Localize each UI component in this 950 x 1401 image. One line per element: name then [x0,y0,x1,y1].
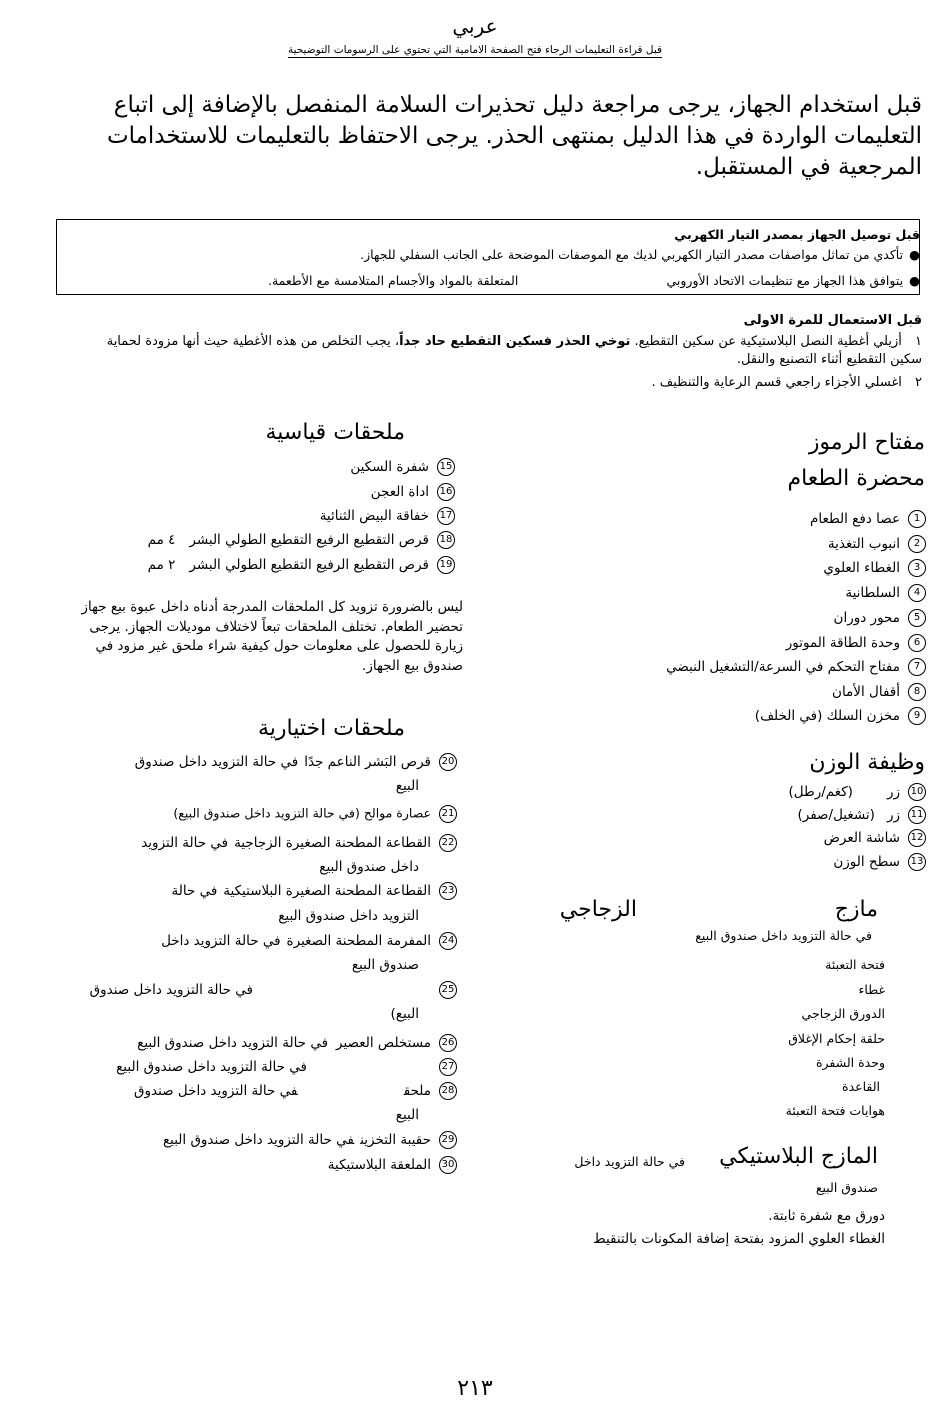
standard-item-label: شفرة السكين [350,459,429,475]
optional-item-label: حقيبة التخزين [360,1132,431,1148]
plastic-blender-title: المازج البلاستيكي [719,1144,878,1169]
glass-item: وحدة الشفرة [815,1055,885,1070]
optional-item-line-2: التزويد داخل صندوق البيع [278,908,419,924]
optional-item [90,981,457,999]
glass-item: القاعدة [842,1079,880,1094]
key-item [786,634,926,652]
optional-item [134,1082,457,1100]
optional-item-extra: في حالة [171,883,218,899]
number-circle-icon: 18 [437,531,455,549]
optional-item-extra: في حالة التزويد داخل صندوق البيع [137,1035,329,1051]
bullet-icon: ● [909,247,920,262]
optional-item-extra: في حالة التزويد داخل صندوق [134,754,299,770]
plastic-item: الغطاء العلوي المزود بفتحة إضافة المكونات بالتنقيط [593,1231,885,1247]
processor-title: محضرة الطعام [787,466,925,491]
standard-item [320,507,455,525]
power-box-title: قبل توصيل الجهاز بمصدر التيار الكهربي [674,227,920,242]
key-item-label: الغطاء العلوي [823,560,900,576]
number-circle-icon: 29 [439,1131,457,1149]
glass-item: حلقة إحكام الإغلاق [788,1031,885,1046]
optional-item-label: القطاعة المطحنة الصغيرة الزجاجية [234,835,431,851]
step-number: ٢ [915,375,922,390]
number-circle-icon: 30 [439,1156,457,1174]
key-item [810,510,926,528]
optional-item-label: عصارة موالح (في حالة التزويد داخل صندوق البيع) [173,805,431,821]
key-item-label: عصا دفع الطعام [809,511,900,527]
power-box-bullet-2 [667,273,921,288]
standard-item [371,483,455,501]
glass-blender-note: في حالة التزويد داخل صندوق البيع [695,928,872,943]
power-box-bullet-1 [360,247,920,262]
number-circle-icon: 12 [908,829,926,847]
number-circle-icon: 4 [908,584,926,602]
key-item-label: مفتاح التحكم في السرعة/التشغيل النبضي [666,659,900,675]
plastic-blender-note: في حالة التزويد داخل [574,1154,685,1169]
weigh-item-label: زر [886,807,900,823]
number-circle-icon: 13 [908,853,926,871]
weigh-item-label: شاشة العرض [823,830,900,846]
step-1-text-a: أزيلي أغطية النصل البلاستيكية عن سكين التقطيع. [634,334,902,349]
key-title: مفتاح الرموز [808,430,925,455]
optional-item [171,882,457,900]
key-item-label: انبوب التغذية [827,536,900,552]
number-circle-icon: 21 [439,805,457,823]
optional-item [161,932,457,950]
optional-accessories-title: ملحقات اختيارية [257,716,405,741]
number-circle-icon: 17 [437,507,455,525]
first-use-step-2 [82,374,922,392]
glass-item: غطاء [858,982,885,997]
optional-item-extra: في حالة التزويد داخل صندوق [133,1083,298,1099]
optional-item-label: قرص البَشر الناعم جدًا [304,754,431,770]
number-circle-icon: 8 [908,683,926,701]
page-number: ٢١٣ [457,1376,493,1401]
weigh-item [788,783,926,801]
key-item-label: مخزن السلك (في الخلف) [754,708,900,724]
weigh-title: وظيفة الوزن [809,750,925,775]
number-circle-icon: 20 [439,753,457,771]
standard-item [148,531,455,549]
key-item [845,584,926,602]
optional-item-line-2: البيع [395,778,419,794]
header-subtitle [0,44,950,56]
number-circle-icon: 15 [437,458,455,476]
optional-item-line-2: البيع) [390,1006,419,1022]
optional-item-extra: في حالة التزويد داخل [161,933,281,949]
number-circle-icon: 5 [908,609,926,627]
optional-item-label: الملعقة البلاستيكية [327,1157,431,1173]
number-circle-icon: 11 [908,806,926,824]
optional-item-label: ملحق [403,1083,431,1099]
bullet-icon: ● [909,273,920,288]
weigh-item [824,829,926,847]
optional-item [141,834,457,852]
optional-item-extra: في حالة التزويد [141,835,229,851]
number-circle-icon: 19 [437,556,455,574]
power-box-bullet-2-suffix: المتعلقة بالمواد والأجسام المتلامسة مع الأطعمة. [268,273,519,288]
number-circle-icon: 10 [908,783,926,801]
step-2-text: اغسلي الأجزاء راجعي قسم الرعاية والتنظيف . [651,375,902,390]
key-item-label: السلطانية [845,585,900,601]
step-1-text-c: ، يجب التخلص من هذه الأغطية حيث أنها مزودة لحماية سكين التقطيع أثناء التصنيع والنقل. [106,334,922,367]
optional-item-extra: في حالة التزويد داخل صندوق البيع [162,1132,355,1148]
standard-item [148,556,455,574]
key-item [828,535,926,553]
optional-item [116,1058,457,1076]
optional-item [137,1034,457,1052]
standard-item-label: اداة العجن [370,484,429,500]
weigh-item [798,806,926,824]
number-circle-icon: 23 [439,882,457,900]
glass-blender-title-a: مازج [834,897,878,922]
standard-item-label: قرص التقطيع الرفيع التقطيع الطولي البشر [189,532,429,548]
first-use-title: قبل الاستعمال للمرة الاولى [743,313,922,328]
key-item [834,609,926,627]
standard-item [350,458,455,476]
optional-item [135,753,457,771]
key-item-label: وحدة الطاقة الموتور [785,635,900,651]
power-box-bullet-2-text: يتوافق هذا الجهاز مع تنظيمات الاتحاد الأوروبي [666,273,904,288]
plastic-item: دورق مع شفرة ثابتة. [768,1208,885,1224]
number-circle-icon: 28 [439,1082,457,1100]
number-circle-icon: 1 [908,510,926,528]
key-item [755,707,926,725]
key-item [666,658,926,676]
glass-item: الدورق الزجاجي [801,1006,885,1021]
accessories-note: ليس بالضرورة تزويد كل الملحقات المدرجة أدناه داخل عبوة بيع جهاز تحضير الطعام. تختلف الملحقات تبعاً لاختلاف موديلات الجهاز. يرجى زيارة للحصول على معلومات حول كيفية شراء ملحق غير مزود في صندوق بيع الجهاز. [81,599,463,674]
standard-item-label: خفاقة البيض الثنائية [319,508,429,524]
power-box-bullet-1-text: تأكدي من تماثل مواصفات مصدر التيار الكهربي لديك مع الموصفات الموضحة على الجانب السفلي للجهاز. [360,247,904,262]
number-circle-icon: 26 [439,1034,457,1052]
first-use-step-1 [82,333,922,369]
key-item [832,683,926,701]
number-circle-icon: 25 [439,981,457,999]
glass-item: هوايات فتحة التعبئة [785,1103,885,1118]
step-1-warning: توخي الحذر فسكين التقطيع حاد جداً [399,334,631,349]
optional-item-line-2: داخل صندوق البيع [319,859,419,875]
header-subtitle-text: قبل قراءة التعليمات الرجاء فتح الصفحة الامامية التي تحتوي على الرسومات التوضيحية [287,44,663,56]
optional-item [328,1156,457,1174]
standard-item-extra: ٢ مم [147,557,176,573]
weigh-item-label: سطح الوزن [833,854,900,870]
step-number: ١ [915,334,922,349]
standard-item-label: قرص التقطيع الرفيع التقطيع الطولي البشر [189,557,429,573]
weigh-item-extra: (كغم/رطل) [788,784,853,800]
page-language-title: عربي [452,14,498,38]
key-item-label: محور دوران [833,610,900,626]
number-circle-icon: 24 [439,932,457,950]
optional-item-line-2: البيع [395,1107,419,1123]
weigh-item [833,853,926,871]
optional-item-line-2: صندوق البيع [351,957,419,973]
optional-item-label: مستخلص العصير [336,1035,431,1051]
key-item [823,559,926,577]
optional-item-extra: في حالة التزويد داخل صندوق [89,982,253,998]
standard-accessories-title: ملحقات قياسية [265,420,405,445]
optional-item-label: القطاعة المطحنة الصغيرة البلاستيكية [223,883,431,899]
optional-item [163,1131,457,1149]
optional-item [173,805,457,823]
glass-blender-title-b: الزجاجي [559,897,637,922]
optional-item-label: المفرمة المطحنة الصغيرة [286,933,431,949]
number-circle-icon: 27 [439,1058,457,1076]
glass-item: فتحة التعبئة [825,957,885,972]
number-circle-icon: 16 [437,483,455,501]
number-circle-icon: 3 [908,559,926,577]
intro-paragraph: قبل استخدام الجهاز، يرجى مراجعة دليل تحذيرات السلامة المنفصل بالإضافة إلى اتباع التعليمات الواردة في هذا الدليل بمنتهى الحذر. يرجى الاحتفاظ بالتعليمات للاستخدامات المرجعية في المستقبل. [106,92,922,180]
optional-item-extra: في حالة التزويد داخل صندوق البيع [116,1059,307,1075]
plastic-blender-note-2: صندوق البيع [815,1180,878,1195]
standard-item-extra: ٤ مم [147,532,176,548]
number-circle-icon: 9 [908,707,926,725]
number-circle-icon: 22 [439,834,457,852]
number-circle-icon: 2 [908,535,926,553]
weigh-item-label: زر [886,784,900,800]
number-circle-icon: 6 [908,634,926,652]
weigh-item-extra: (تشغيل/صفر) [797,807,875,823]
key-item-label: أقفال الأمان [832,684,900,700]
number-circle-icon: 7 [908,658,926,676]
